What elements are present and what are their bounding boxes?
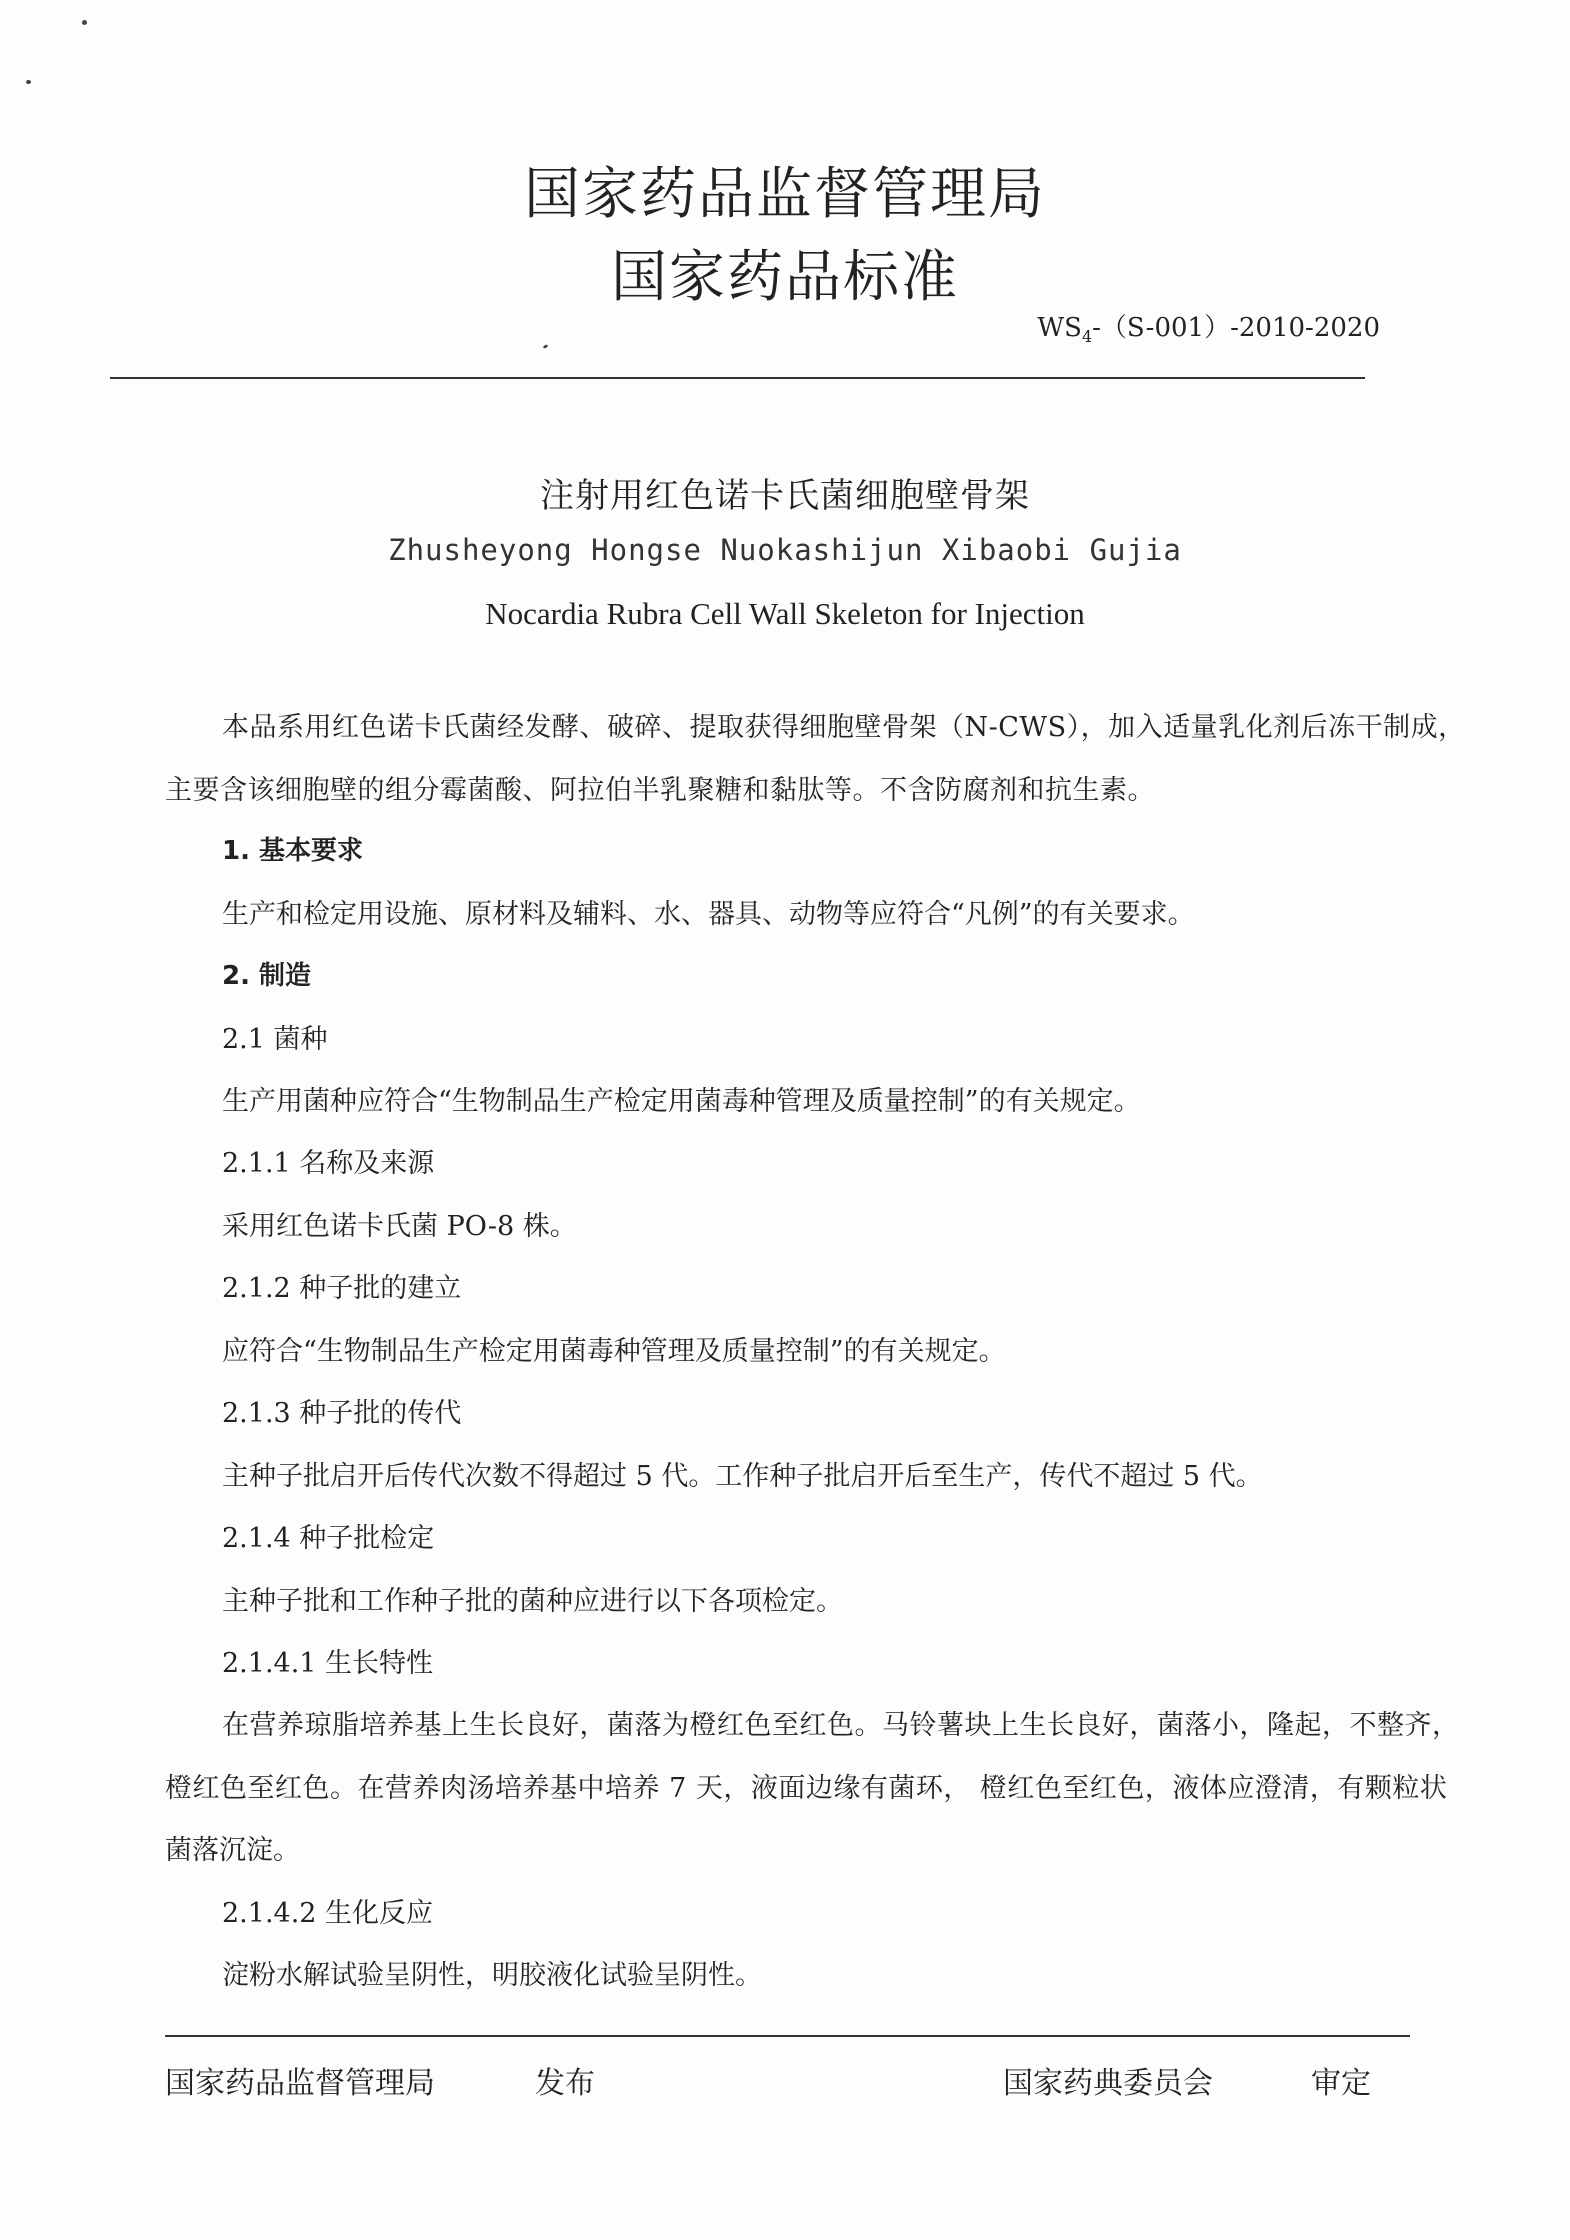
intro-text: 主要含该细胞壁的组分霉菌酸、阿拉伯半乳聚糖和黏肽等。不含防腐剂和抗生素。 [165,775,1155,806]
subsection-heading: 2.1.3 种子批的传代 [222,1398,462,1429]
subsection-heading: 2.1.4.1 生长特性 [222,1648,434,1679]
subsection-heading: 2.1.2 种子批的建立 [222,1273,462,1304]
section-heading: 2. 制造 [222,961,312,991]
section-heading: 1. 基本要求 [222,836,364,866]
subsection-heading: 2.1.1 名称及来源 [222,1148,435,1179]
section-text: 在营养琼脂培养基上生长良好，菌落为橙红色至红色。马铃薯块上生长良好，菌落小，隆起，不整齐， [222,1710,1460,1741]
subsection-heading: 2.1.4 种子批检定 [222,1523,435,1554]
document-title-en: Nocardia Rubra Cell Wall Skeleton for Injection [485,596,1085,631]
section-text: 橙红色至红色。在营养肉汤培养基中培养 7 天，液面边缘有菌环， 橙红色至红色，液体应澄清，有颗粒状 [165,1773,1448,1804]
section-text: 菌落沉淀。 [165,1835,300,1866]
document-title-pinyin: Zhusheyong Hongse Nuokashijun Xibaobi Gujia [388,533,1182,567]
authority-title: 国家药品监督管理局 [524,162,1046,227]
section-text: 淀粉水解试验呈阴性，明胶液化试验呈阴性。 [222,1960,762,1991]
intro-text: 本品系用红色诺卡氏菌经发酵、破碎、提取获得细胞壁骨架（N-CWS），加入适量乳化剂后冻干制成， [222,712,1466,743]
scan-speck [26,80,31,84]
section-text: 采用红色诺卡氏菌 PO-8 株。 [222,1211,577,1242]
publisher: 国家药品监督管理局 [165,2066,435,2101]
document-title-cn: 注射用红色诺卡氏菌细胞壁骨架 [540,476,1030,516]
publish-label: 发布 [535,2066,595,2101]
reviewer: 国家药典委员会 [1003,2066,1213,2101]
footer-divider [165,2035,1410,2037]
subsection-heading: 2.1 菌种 [222,1024,328,1055]
scan-speck [82,20,87,25]
review-label: 审定 [1311,2066,1371,2101]
header-divider [110,377,1365,379]
section-text: 应符合“生物制品生产检定用菌毒种管理及质量控制”的有关规定。 [222,1336,1006,1367]
standard-type-title: 国家药品标准 [611,245,959,310]
subsection-heading: 2.1.4.2 生化反应 [222,1898,434,1929]
scan-speck [543,344,549,349]
section-text: 生产用菌种应符合“生物制品生产检定用菌毒种管理及质量控制”的有关规定。 [222,1086,1141,1117]
standard-number: $WS_4-(S-001)-2010-2020$ [1037,313,1380,347]
section-text: 主种子批启开后传代次数不得超过 5 代。工作种子批启开后至生产，传代不超过 5 代。 [222,1461,1263,1492]
section-text: 生产和检定用设施、原材料及辅料、水、器具、动物等应符合“凡例”的有关要求。 [222,899,1195,930]
section-text: 主种子批和工作种子批的菌种应进行以下各项检定。 [222,1586,843,1617]
